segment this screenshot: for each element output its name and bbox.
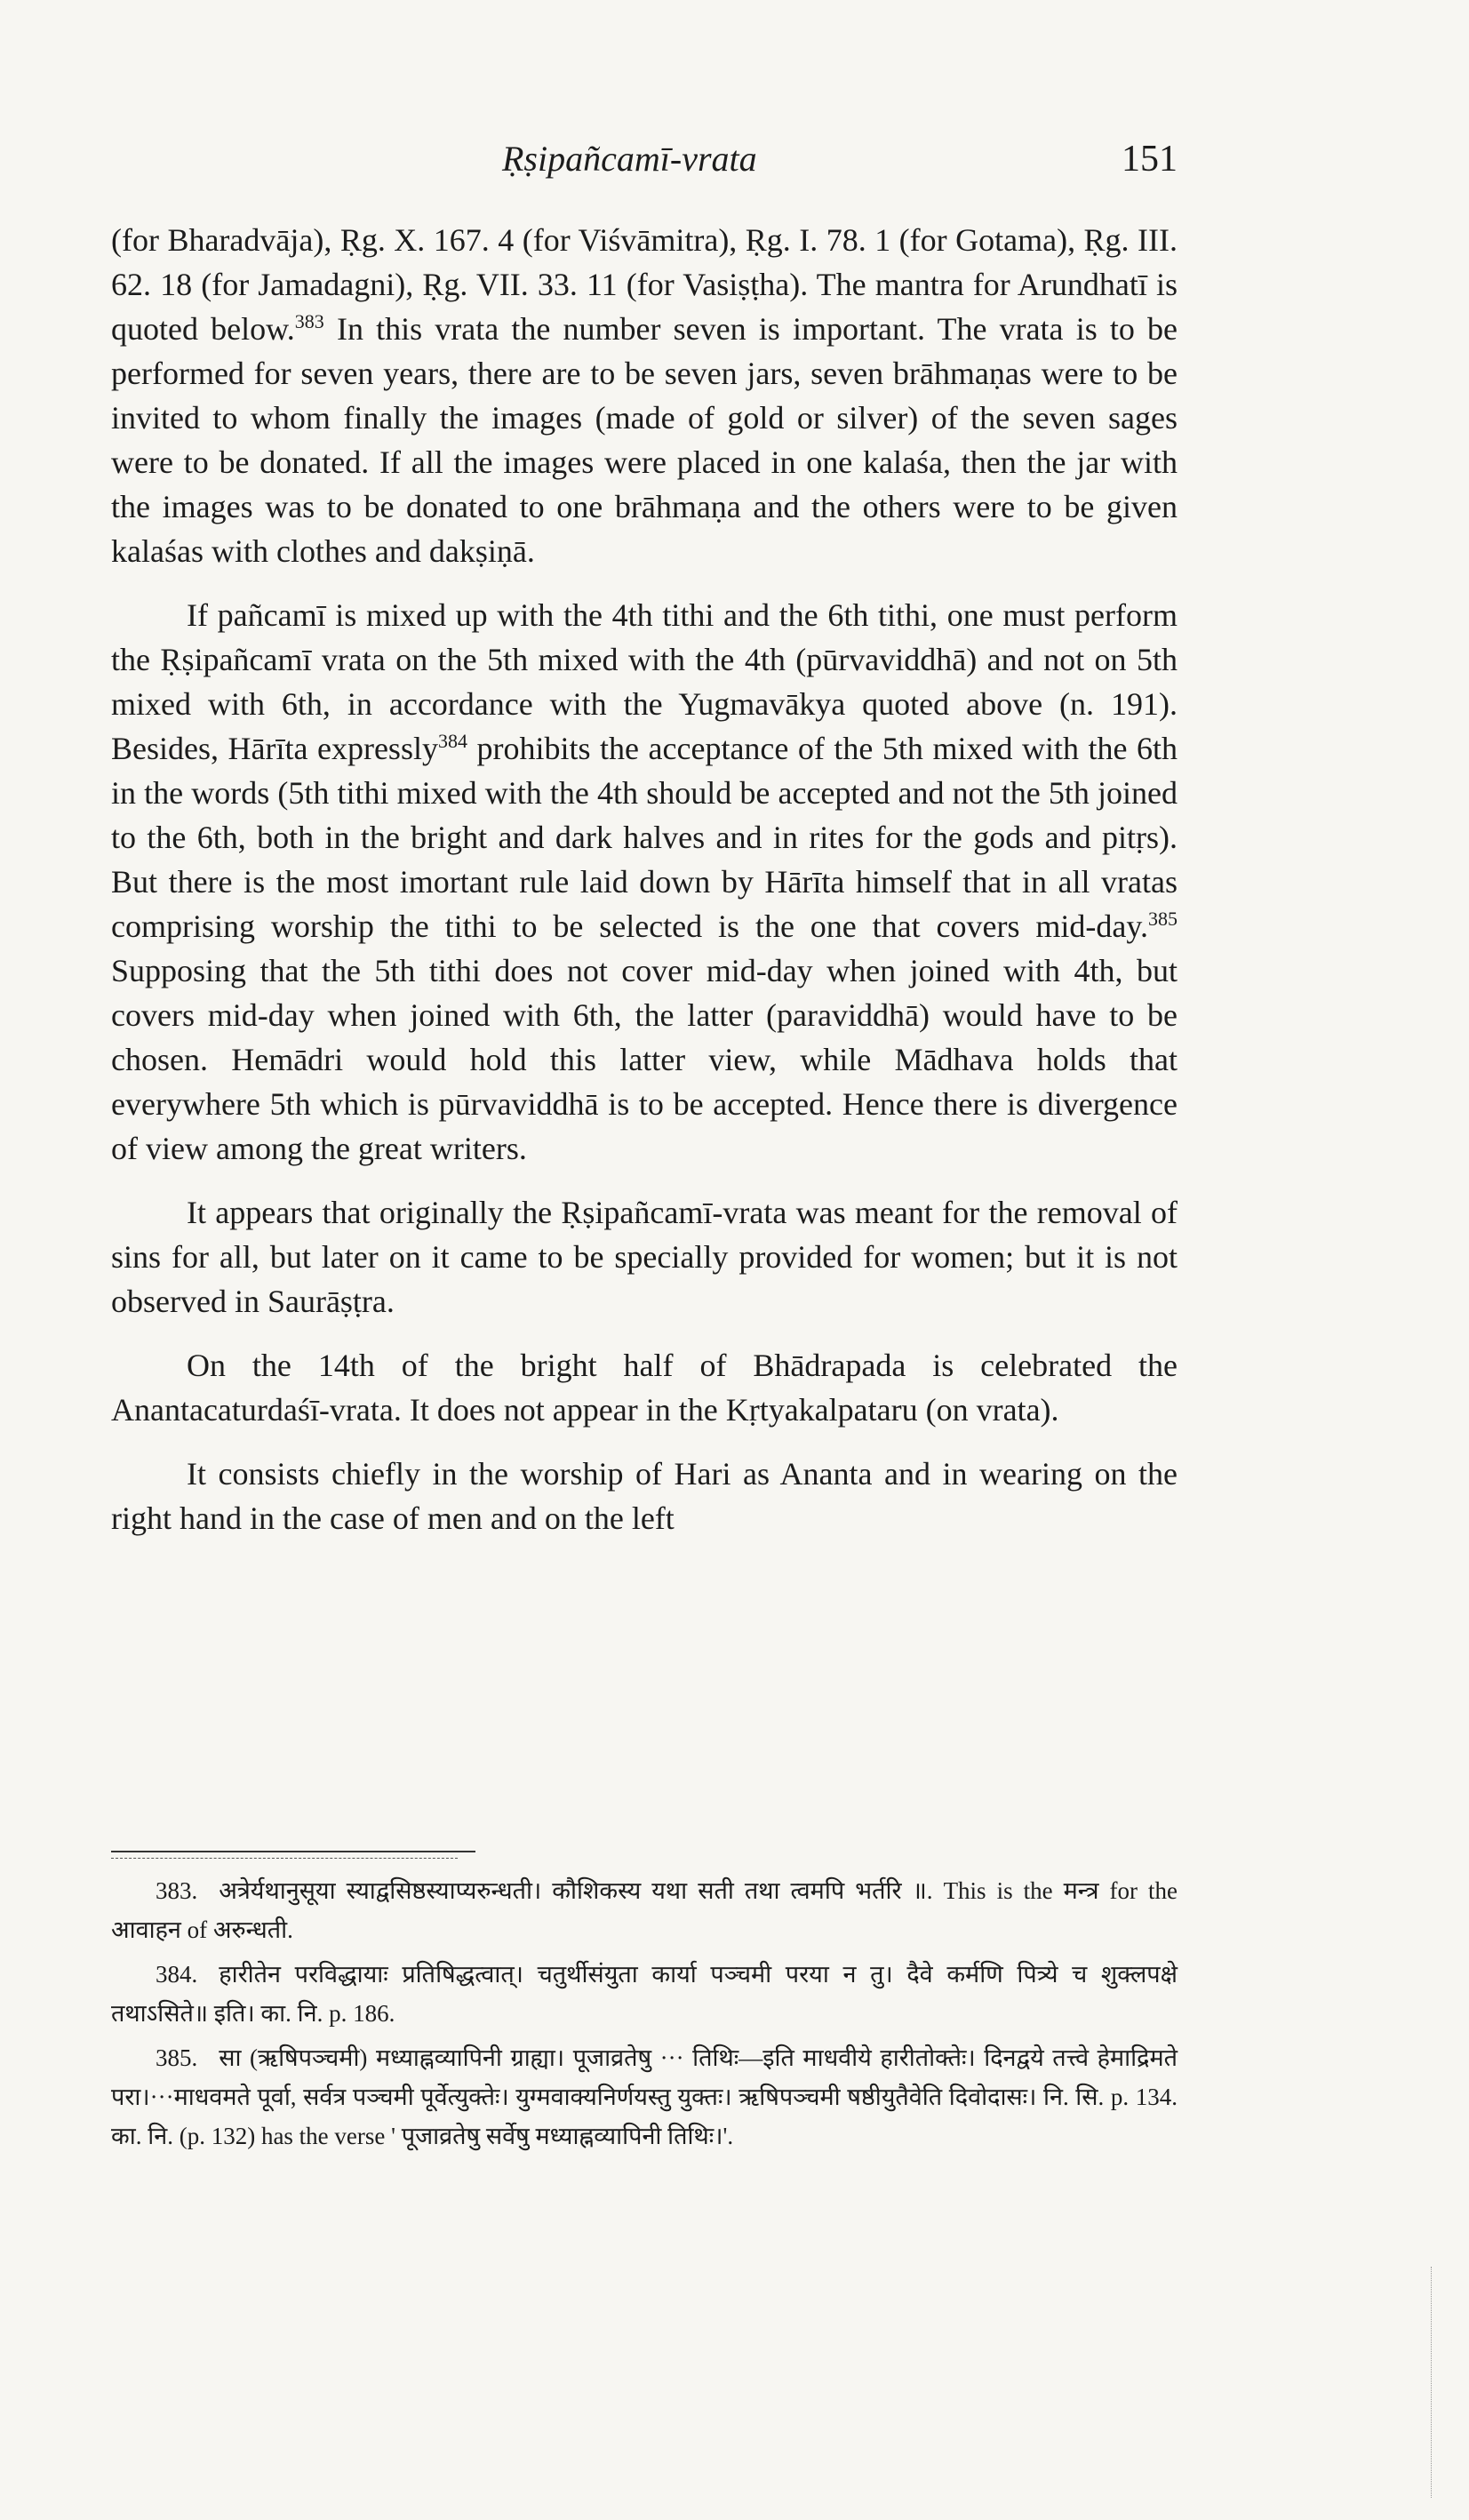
running-title: Ṛṣipañcamī-vrata xyxy=(502,139,757,179)
margin-mark xyxy=(1431,2267,1432,2498)
footnotes xyxy=(111,1871,1178,2161)
footnote-divider-underline xyxy=(111,1858,458,1859)
footnote-divider xyxy=(111,1851,475,1852)
body-text xyxy=(111,218,1178,1560)
paragraph-1 xyxy=(111,218,1178,573)
footnote-ref: 383 xyxy=(294,310,324,332)
footnote-number: 384. xyxy=(156,1961,198,1988)
footnote-384 xyxy=(111,1955,1178,2033)
paragraph-4: On the 14th of the bright half of Bhādrapada is celebrated the Anantacaturdaśī-vrata. It does not appear in the Kṛtyakalpataru (on vrata). xyxy=(111,1348,1178,1428)
paragraph-text: (for Bharadvāja), Ṛg. X. 167. 4 (for Viśvāmitra), Ṛg. I. 78. 1 (for Gotama), Ṛg. III. 62. 18 (for Jamadagni), Ṛg. VII. 33. 11 (for Vasiṣṭha). The mantra for Arundhatī is quoted below. xyxy=(111,222,1178,347)
footnote-383 xyxy=(111,1871,1178,1949)
footnote-text: अत्रेर्यथानुसूया स्याद्वसिष्ठस्याप्यरुन्धती। कौशिकस्य यथा सती तथा त्वमपि भर्तरि ॥. This is the मन्त्र for the आवाहन of अरुन्धती. xyxy=(111,1877,1178,1943)
paragraph-3: It appears that originally the Ṛṣipañcamī-vrata was meant for the removal of sins for all, but later on it came to be specially provided for women; but it is not observed in Saurāṣṭra. xyxy=(111,1195,1178,1319)
page-number: 151 xyxy=(1122,139,1178,180)
footnote-text: सा (ऋषिपञ्चमी) मध्याह्नव्यापिनी ग्राह्या। पूजाव्रतेषु ··· तिथिः—इति माधवीये हारीतोक्तेः। दिनद्वये तत्त्वे हेमाद्रिमते परा।···माधवमते पूर्वा, सर्वत्र पञ्चमी पूर्वेत्युक्तेः। युग्मवाक्यनिर्णयस्तु युक्तः। ऋषिपञ्चमी षष्ठीयुतैवेति दिवोदासः। नि. सि. p. 134. का. नि. (p. 132) has the verse ' पूजाव्रतेषु सर्वेषु मध्याह्नव्यापिनी तिथिः।'. xyxy=(111,2044,1178,2149)
footnote-number: 385. xyxy=(156,2044,198,2071)
paragraph-text: prohibits the acceptance of the 5th mixed with the 6th in the words (5th tithi mixed with the 4th should be accepted and not the 5th joined to the 6th, both in the bright and dark halves and in rites for the gods and pitṛs). But there is the most imortant rule laid down by Hārīta himself that in all vratas comprising worship the tithi to be selected is the one that covers mid-day. xyxy=(111,731,1178,944)
footnote-number: 383. xyxy=(156,1877,198,1904)
footnote-ref: 384 xyxy=(437,730,467,752)
footnote-385 xyxy=(111,2038,1178,2156)
running-header xyxy=(111,138,1178,191)
paragraph-text: Supposing that the 5th tithi does not cover mid-day when joined with 4th, but covers mid-day when joined with 6th, the latter (paraviddhā) would have to be chosen. Hemādri would hold this latter view, while Mādhava holds that everywhere 5th which is pūrvaviddhā is to be accepted. Hence there is divergence of view among the great writers. xyxy=(111,953,1178,1166)
footnote-ref: 385 xyxy=(1148,908,1178,930)
paragraph-text: If pañcamī is mixed up with the 4th tithi and the 6th tithi, one must perform the Ṛṣipañcamī vrata on the 5th mixed with the 4th (pūrvaviddhā) and not on 5th mixed with 6th, in accordance with the Yugmavākya quoted above (n. 191). Besides, Hārīta expressly xyxy=(111,597,1178,766)
paragraph-2 xyxy=(111,593,1178,1171)
paragraph-5: It consists chiefly in the worship of Hari as Ananta and in wearing on the right hand in the case of men and on the left xyxy=(111,1456,1178,1536)
paragraph-text: In this vrata the number seven is important. The vrata is to be performed for seven years, there are to be seven jars, seven brāhmaṇas were to be invited to whom finally the images (made of gold or silver) of the seven sages were to be donated. If all the images were placed in one kalaśa, then the jar with the images was to be donated to one brāhmaṇa and the others were to be given kalaśas with clothes and dakṣiṇā. xyxy=(111,311,1178,569)
footnote-text: हारीतेन परविद्धायाः प्रतिषिद्धत्वात्। चतुर्थीसंयुता कार्या पञ्चमी परया न तु। दैवे कर्मणि पित्र्ये च शुक्लपक्षे तथाऽसिते॥ इति। का. नि. p. 186. xyxy=(111,1961,1178,2027)
